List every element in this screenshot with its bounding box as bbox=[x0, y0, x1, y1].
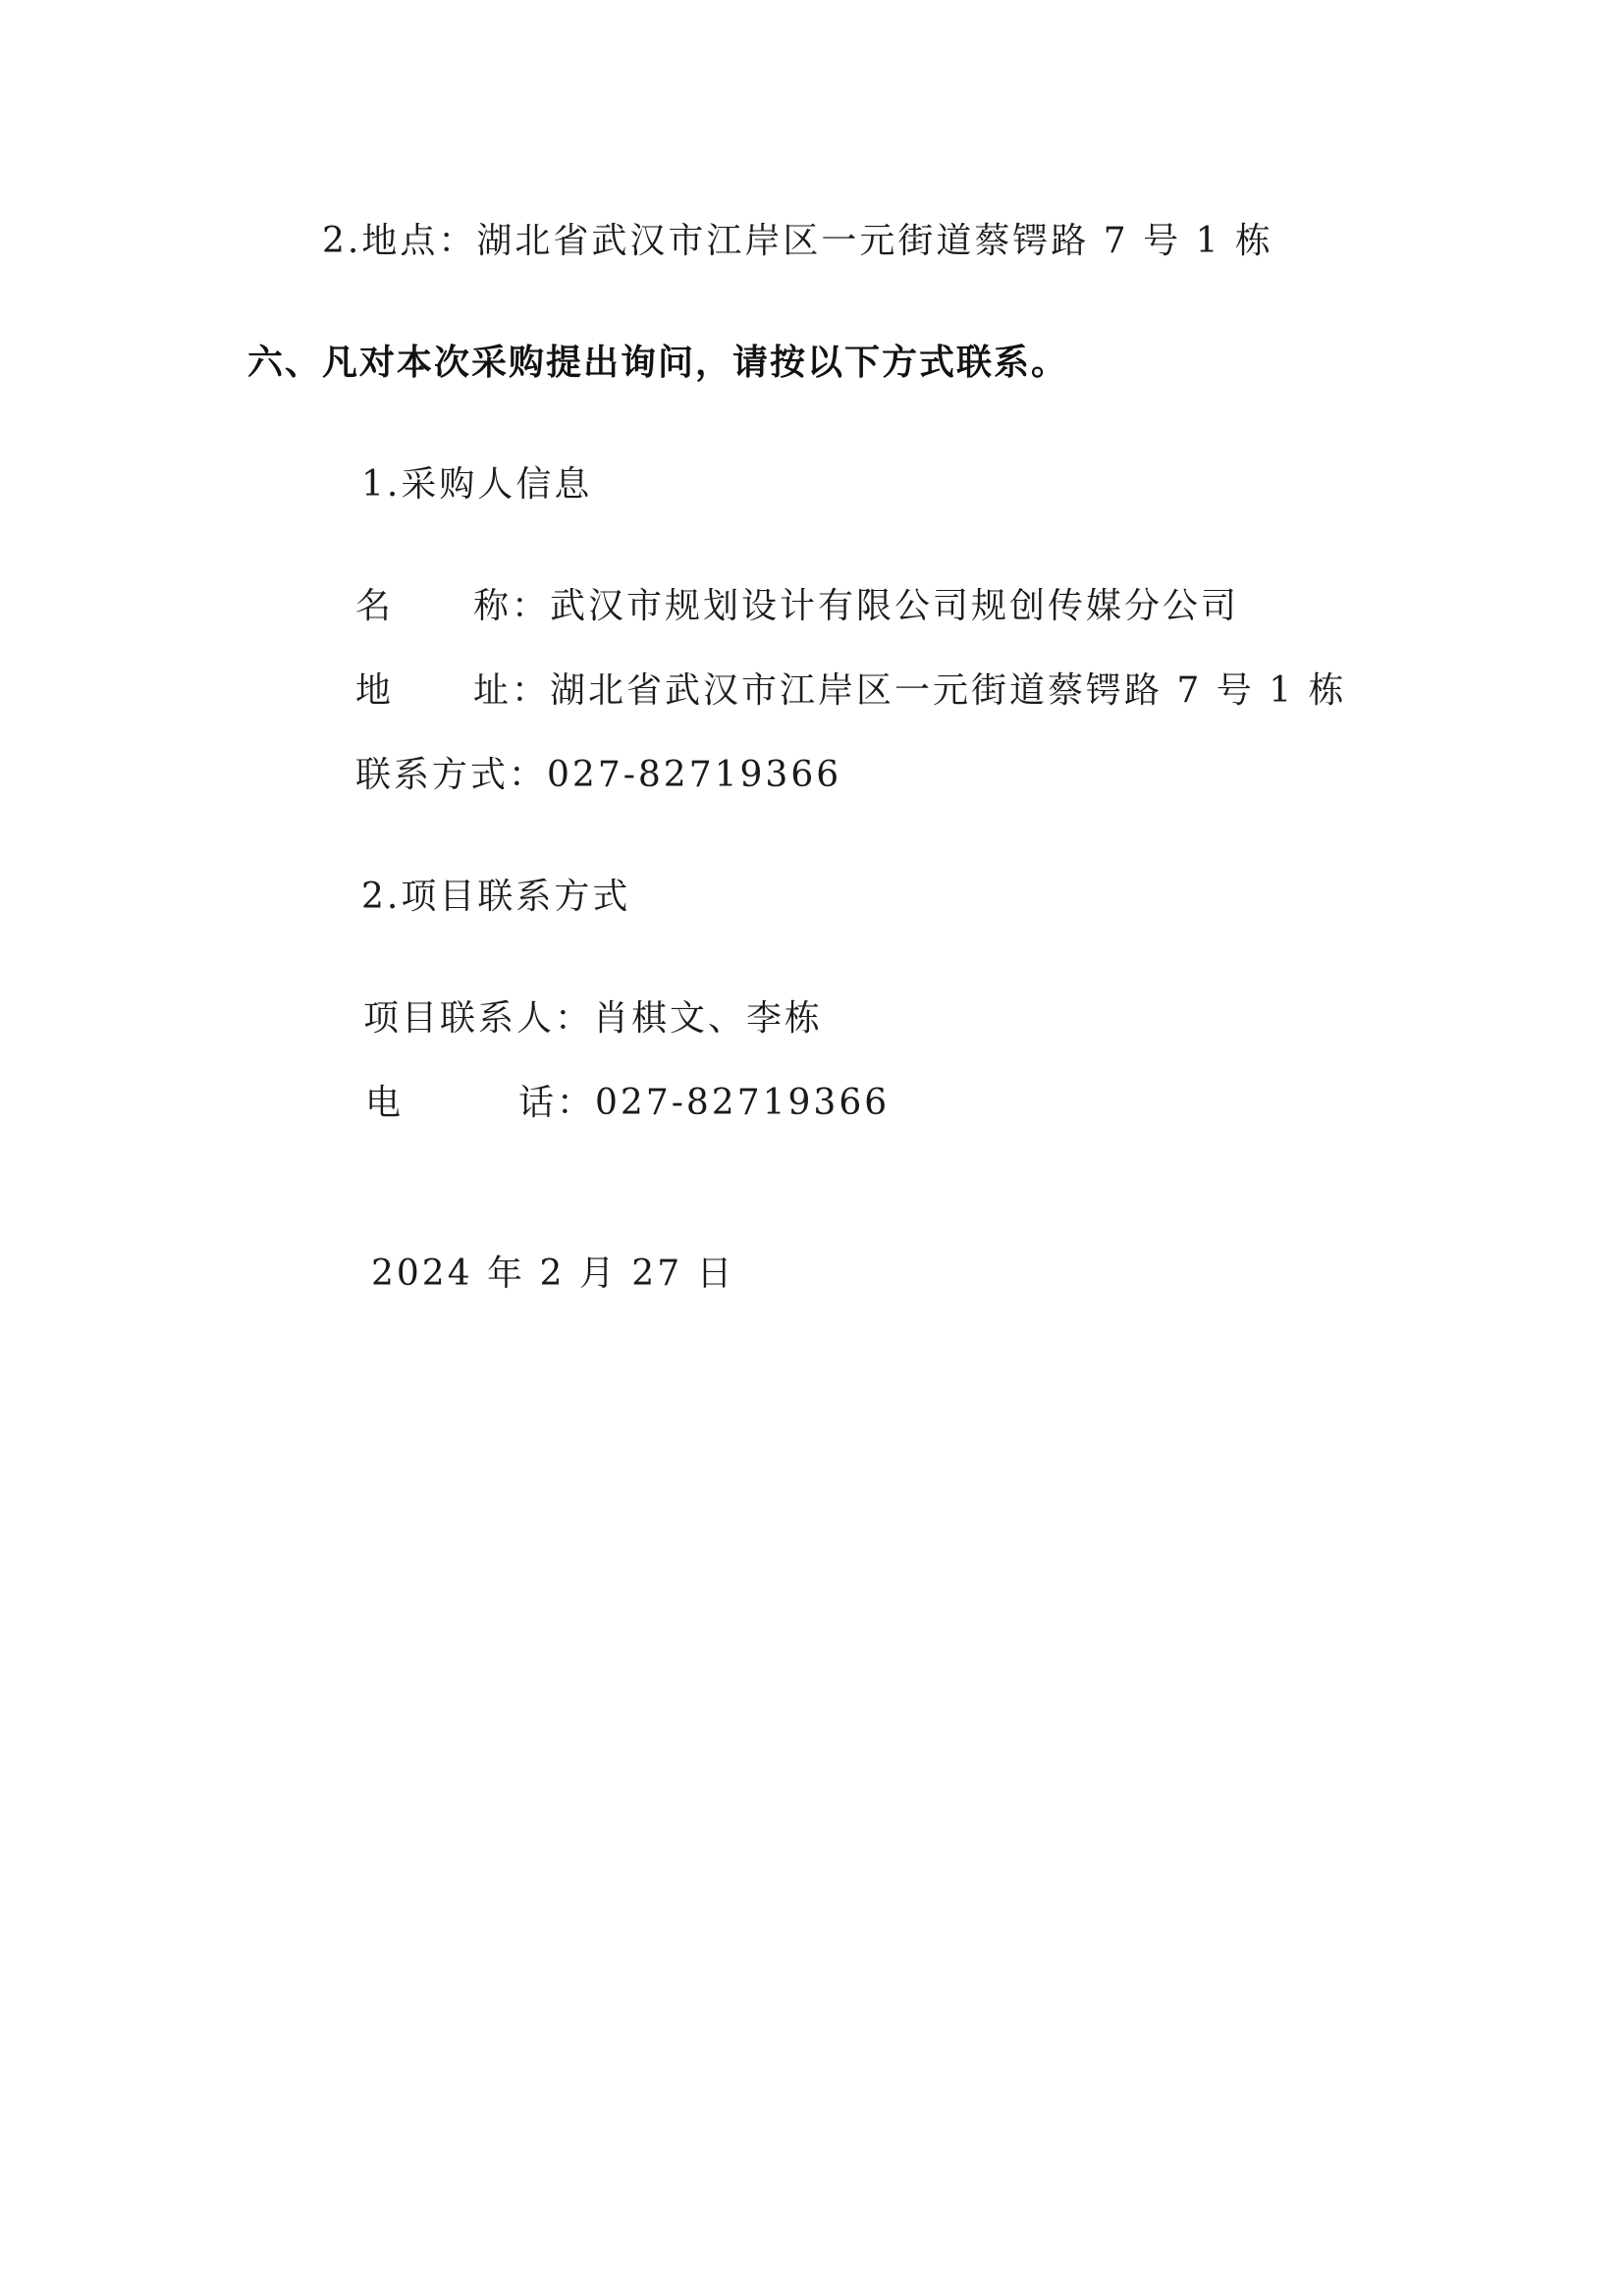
purchaser-info-title: 1.采购人信息 bbox=[361, 464, 593, 505]
location-prefix: 2.地点： bbox=[322, 221, 477, 261]
address-label-char-2: 址： bbox=[473, 670, 551, 711]
purchaser-name-row-rest bbox=[473, 583, 1239, 630]
purchaser-address-row bbox=[355, 667, 394, 715]
phone-label-char-1: 电 bbox=[365, 1083, 405, 1123]
project-contact-person-label: 项目联系人： bbox=[363, 998, 594, 1039]
phone-label-char-2: 话： bbox=[518, 1083, 596, 1123]
purchaser-contact-row bbox=[355, 752, 841, 799]
purchaser-address-row-rest bbox=[473, 667, 1347, 715]
purchaser-name-row bbox=[355, 583, 394, 630]
name-label-char-2: 称： bbox=[473, 586, 551, 626]
section-six-heading: 六、凡对本次采购提出询问，请按以下方式联系。 bbox=[247, 343, 1069, 383]
purchaser-contact-value: 027-82719366 bbox=[547, 755, 842, 795]
document-date: 2024 年 2 月 27 日 bbox=[371, 1254, 735, 1294]
location-line bbox=[322, 218, 1273, 265]
purchaser-contact-label: 联系方式： bbox=[355, 755, 548, 795]
name-label-char-1: 名 bbox=[355, 586, 395, 626]
project-phone-row-rest bbox=[518, 1080, 890, 1127]
project-contact-person-row bbox=[363, 995, 823, 1042]
project-contact-person-value: 肖棋文、李栋 bbox=[593, 998, 824, 1039]
project-phone-row bbox=[365, 1080, 404, 1127]
purchaser-address-value: 湖北省武汉市江岸区一元街道蔡锷路 7 号 1 栋 bbox=[550, 670, 1347, 711]
project-contact-title: 2.项目联系方式 bbox=[361, 877, 631, 917]
location-value: 湖北省武汉市江岸区一元街道蔡锷路 7 号 1 栋 bbox=[476, 221, 1273, 261]
purchaser-name-value: 武汉市规划设计有限公司规创传媒分公司 bbox=[550, 586, 1240, 626]
address-label-char-1: 地 bbox=[355, 670, 395, 711]
project-phone-value: 027-82719366 bbox=[595, 1083, 891, 1123]
